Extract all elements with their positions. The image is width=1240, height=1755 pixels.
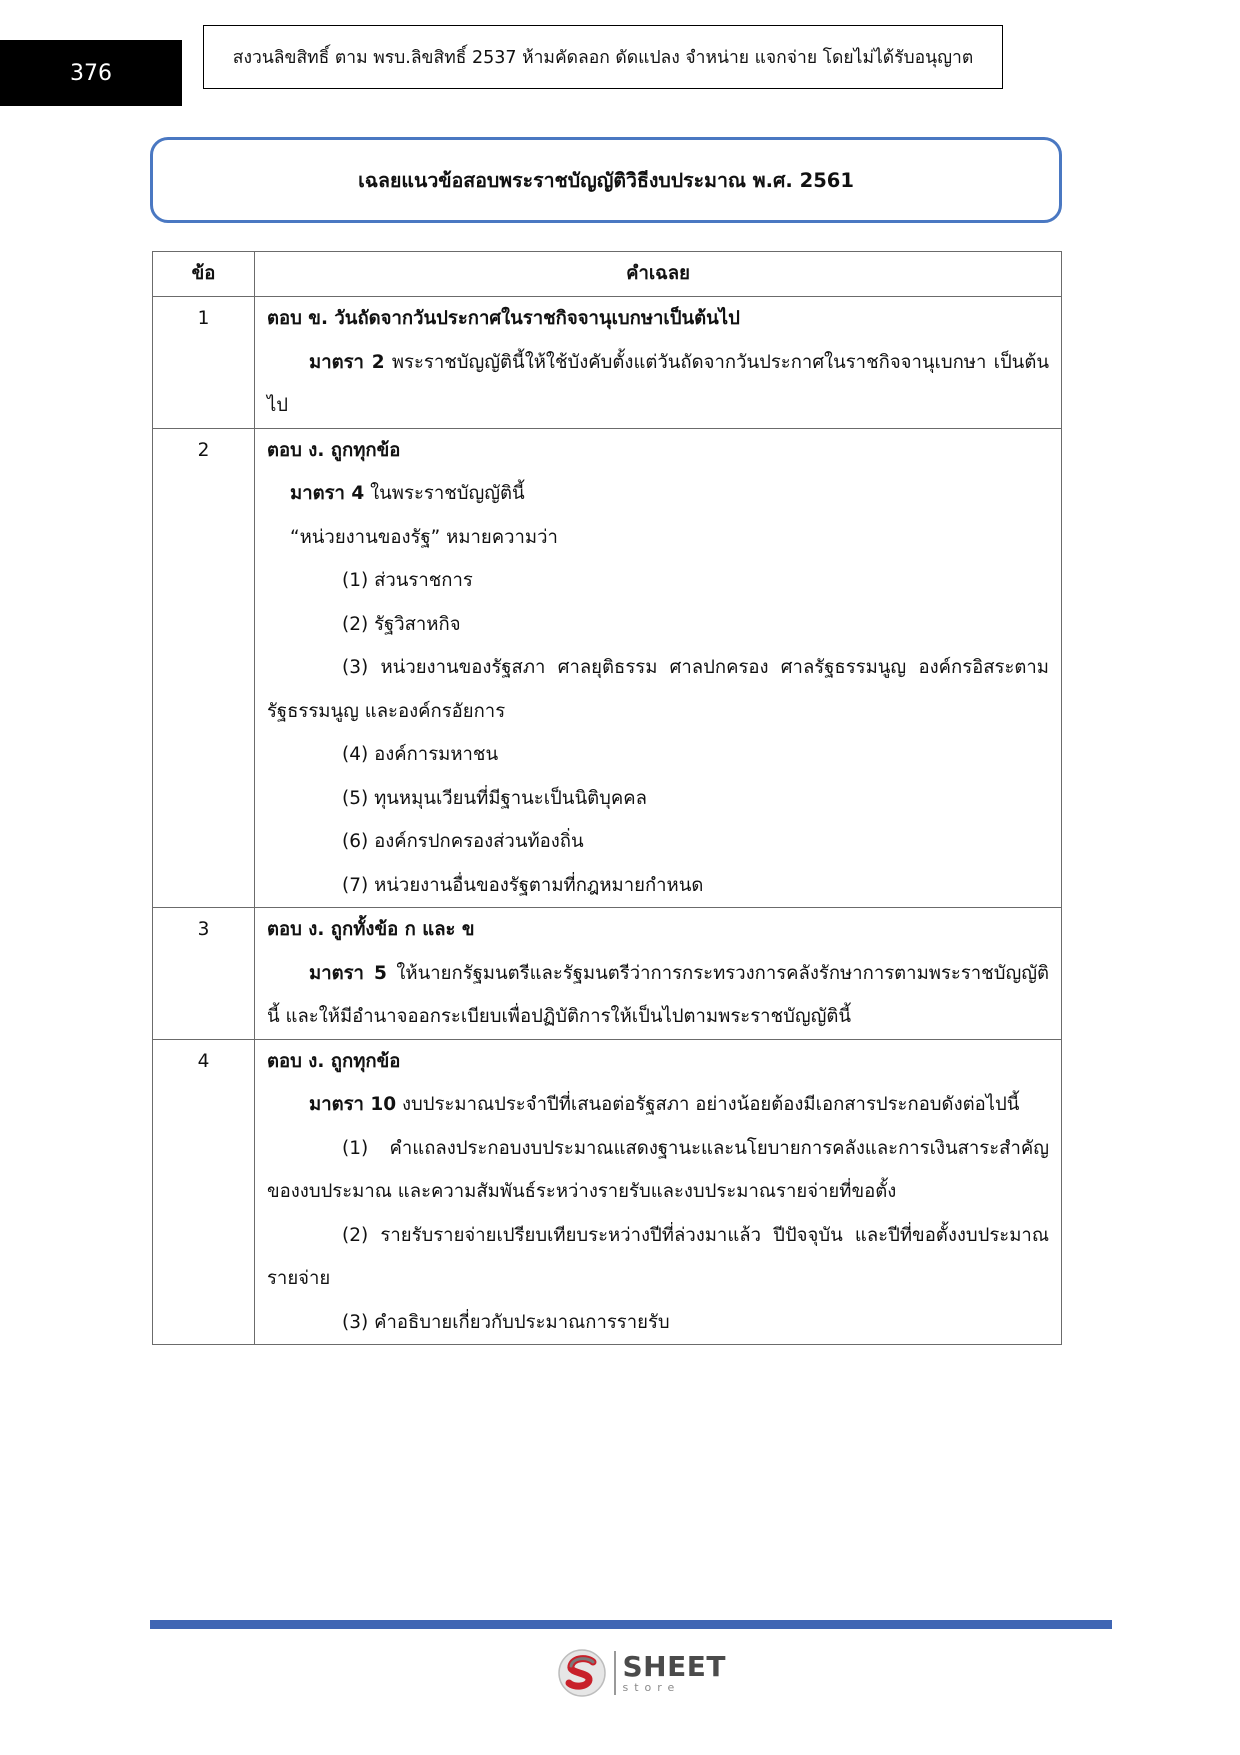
row-number: 4	[153, 1039, 255, 1345]
copyright-notice: สงวนลิขสิทธิ์ ตาม พรบ.ลิขสิทธิ์ 2537 ห้ามคัดลอก ดัดแปลง จำหน่าย แจกจ่าย โดยไม่ได้รับอนุญาต	[203, 25, 1003, 89]
document-title-text: เฉลยแนวข้อสอบพระราชบัญญัติวิธีงบประมาณ พ.ศ. 2561	[358, 168, 854, 192]
list-item: (4) องค์การมหาชน	[342, 744, 499, 765]
section-paragraph	[267, 472, 1049, 516]
table-row	[153, 1039, 1062, 1345]
answer-cell	[255, 1039, 1062, 1345]
sheet-store-s-logo-icon	[556, 1647, 608, 1699]
answer-cell	[255, 297, 1062, 429]
section-text: ให้นายกรัฐมนตรีและรัฐมนตรีว่าการกระทรวงการคลังรักษาการตามพระราชบัญญัตินี้ และให้มีอำนาจออกระเบียบเพื่อปฏิบัติการให้เป็นไปตามพระราชบัญญัตินี้	[267, 962, 1049, 1027]
table-row	[153, 908, 1062, 1040]
answer-choice: ตอบ ง. ถูกทั้งข้อ ก และ ข	[267, 919, 475, 940]
section-text: ในพระราชบัญญัตินี้	[364, 483, 525, 504]
logo-sub-text: store	[622, 1681, 681, 1694]
list-item: (6) องค์กรปกครองส่วนท้องถิ่น	[342, 831, 584, 852]
list-item: (2) รายรับรายจ่ายเปรียบเทียบระหว่างปีที่ล่วงมาแล้ว ปีปัจจุบัน และปีที่ขอตั้งงบประมาณรายจ่าย	[267, 1224, 1049, 1289]
answer-table	[152, 251, 1062, 1345]
section-paragraph	[267, 1083, 1049, 1127]
section-paragraph	[267, 341, 1049, 428]
answer-choice: ตอบ ง. ถูกทุกข้อ	[267, 439, 401, 461]
logo-main-text: SHEET	[622, 1650, 726, 1683]
list-item: (1) คำแถลงประกอบงบประมาณแสดงฐานะและนโยบายการคลังและการเงินสาระสำคัญของงบประมาณ และความสัมพันธ์ระหว่างรายรับและงบประมาณรายจ่ายที่ขอตั้ง	[267, 1137, 1049, 1202]
answer-choice: ตอบ ง. ถูกทุกข้อ	[267, 1050, 401, 1072]
section-label: มาตรา 2	[309, 351, 385, 373]
section-paragraph	[267, 952, 1049, 1039]
table-header-row	[153, 252, 1062, 297]
table-row	[153, 297, 1062, 429]
list-item: (1) ส่วนราชการ	[342, 570, 473, 591]
row-number: 3	[153, 908, 255, 1040]
list-item: (5) ทุนหมุนเวียนที่มีฐานะเป็นนิติบุคคล	[342, 787, 647, 809]
header-answer: คำเฉลย	[255, 252, 1062, 297]
page-number: 376	[0, 40, 182, 106]
header-number: ข้อ	[153, 252, 255, 297]
logo-divider	[614, 1651, 616, 1695]
section-text: งบประมาณประจำปีที่เสนอต่อรัฐสภา อย่างน้อยต้องมีเอกสารประกอบดังต่อไปนี้	[396, 1094, 1020, 1115]
section-text: พระราชบัญญัตินี้ให้ใช้บังคับตั้งแต่วันถัดจากวันประกาศในราชกิจจานุเบกษา เป็นต้นไป	[267, 351, 1049, 416]
sheet-store-logo	[556, 1645, 726, 1701]
list-item: (3) หน่วยงานของรัฐสภา ศาลยุติธรรม ศาลปกครอง ศาลรัฐธรรมนูญ องค์กรอิสระตามรัฐธรรมนูญ และองค์กรอัยการ	[267, 657, 1049, 722]
list-item: (3) คำอธิบายเกี่ยวกับประมาณการรายรับ	[342, 1311, 670, 1333]
section-label: มาตรา 5	[309, 962, 387, 984]
list-item: (2) รัฐวิสาหกิจ	[342, 613, 461, 635]
logo-text	[622, 1650, 726, 1694]
section-label: มาตรา 4	[290, 483, 365, 504]
section-label: มาตรา 10	[309, 1094, 397, 1115]
table-row	[153, 428, 1062, 908]
row-number: 2	[153, 428, 255, 908]
list-item: (7) หน่วยงานอื่นของรัฐตามที่กฎหมายกำหนด	[342, 874, 704, 896]
answer-cell	[255, 908, 1062, 1040]
definition-line: “หน่วยงานของรัฐ” หมายความว่า	[290, 526, 558, 548]
footer-divider-bar	[150, 1620, 1112, 1629]
answer-choice: ตอบ ข. วันถัดจากวันประกาศในราชกิจจานุเบกษาเป็นต้นไป	[267, 308, 740, 329]
row-number: 1	[153, 297, 255, 429]
document-title	[150, 137, 1062, 223]
answer-cell	[255, 428, 1062, 908]
